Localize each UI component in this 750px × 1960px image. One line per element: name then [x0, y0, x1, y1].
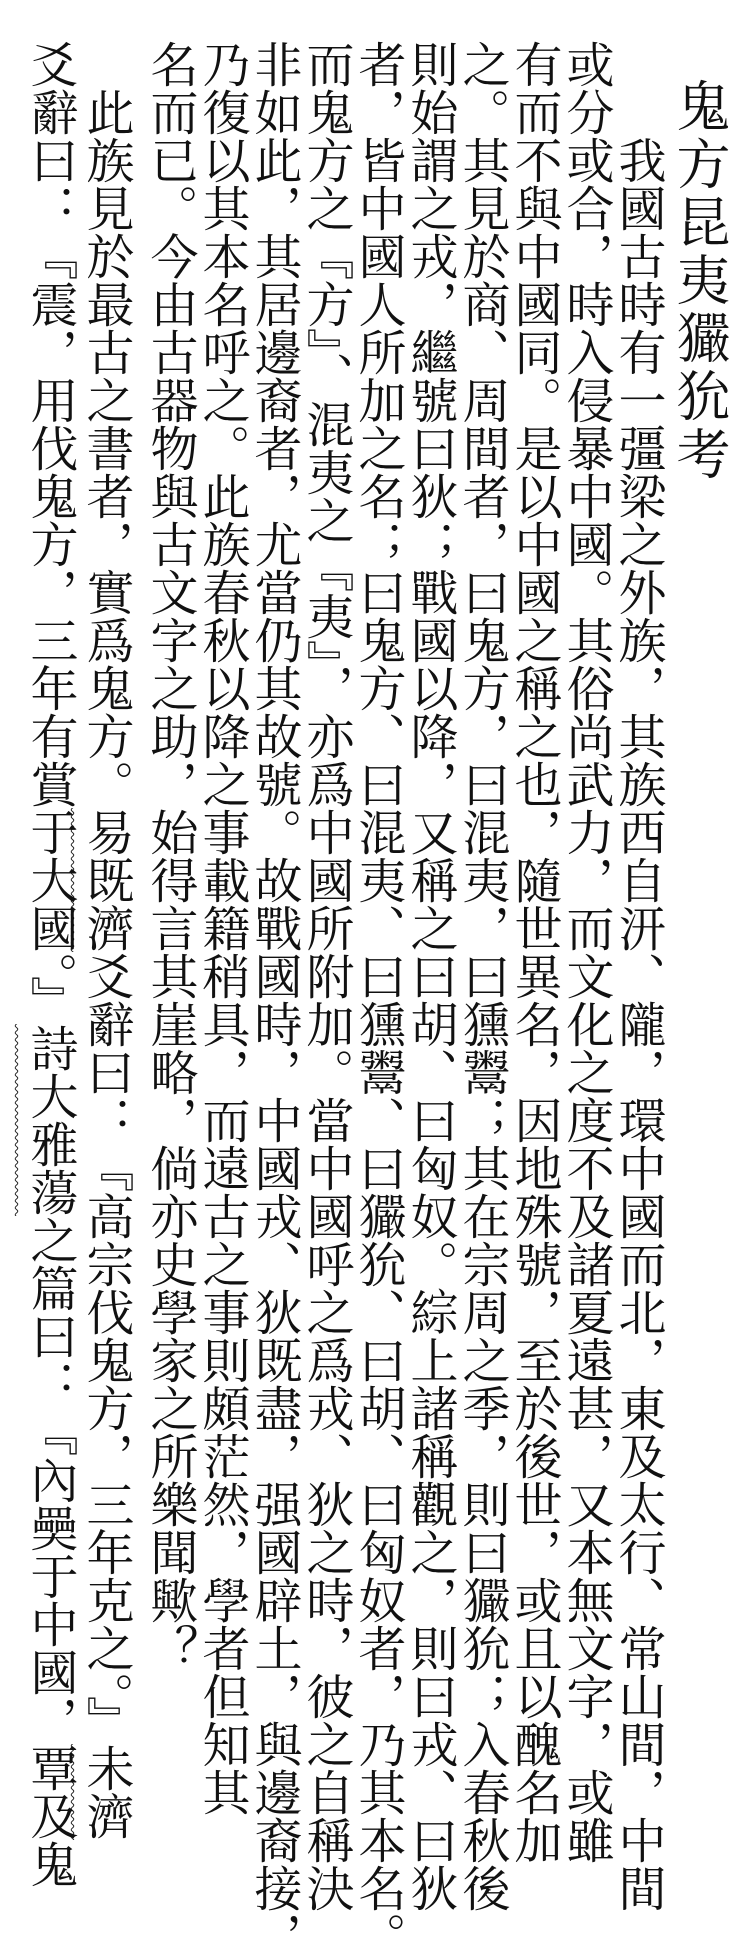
text-column-3: 有而不與中國同。是以中國之稱之也，隨世異名，因地殊號，至於後世，或且以醜名加 — [506, 40, 562, 1864]
book-title-yi-jiji: 易既濟 — [78, 808, 134, 952]
book-title-shi-daya-dang: 詩大雅蕩 — [22, 1024, 78, 1216]
page-title: 鬼方昆夷玁狁考 — [668, 78, 731, 484]
text-column-6: 者，皆中國人所加之名；曰鬼方、曰混夷、曰獯鬻、曰玁狁、曰胡、曰匈奴者，乃其本名。 — [350, 40, 406, 1960]
text-column-8: 非如此，其居邊裔者，尤當仍其故號。故戰國時，中國戎、狄既盡，强國辟土，與邊裔接， — [246, 40, 302, 1960]
text-column-1: 我國古時有一彊梁之外族，其族西自汧、隴，環中國而北，東及太行、常山間，中間 — [610, 88, 666, 1912]
column-12-quote: 爻辭曰：『震，用伐鬼方，三年有賞于大國。』 — [22, 40, 78, 1024]
column-11-quote: 爻辭曰：『高宗伐鬼方，三年克之。』 — [78, 952, 134, 1744]
text-column-7: 而鬼方之『方』、混夷之『夷』，亦爲中國所附加。當中國呼之爲戎、狄之時，彼之自稱決 — [298, 40, 354, 1912]
text-column-11 — [80, 40, 132, 1840]
text-column-10: 名而已。今由古器物與古文字之助，始得言其崖略，倘亦史學家之所樂聞歟？ — [142, 40, 198, 1672]
text-column-4: 之。其見於商、周間者，曰鬼方，曰混夷，曰獯鬻；其在宗周之季，則曰玁狁；入春秋後 — [454, 40, 510, 1912]
column-11-text: 此族見於最古之書者，實爲鬼方。 — [78, 40, 134, 808]
book-title-weiji: 未濟 — [78, 1744, 134, 1840]
text-column-2: 或分或合，時入侵暴中國。其俗尚武力，而文化之度不及諸夏遠甚，又本無文字，或雖 — [558, 40, 614, 1864]
text-column-5: 則始謂之戎，繼號曰狄；戰國以降，又稱之曰胡、曰匈奴。綜上諸稱觀之，則曰戎、曰狄 — [402, 40, 458, 1912]
text-column-9: 乃復以其本名呼之。此族春秋以降之事載籍稍具，而遠古之事則頗茫然，學者但知其 — [194, 40, 250, 1816]
column-12-text: 之篇曰：『內奰于中國，覃及鬼 — [22, 1216, 78, 1888]
text-column-12 — [24, 40, 76, 1888]
